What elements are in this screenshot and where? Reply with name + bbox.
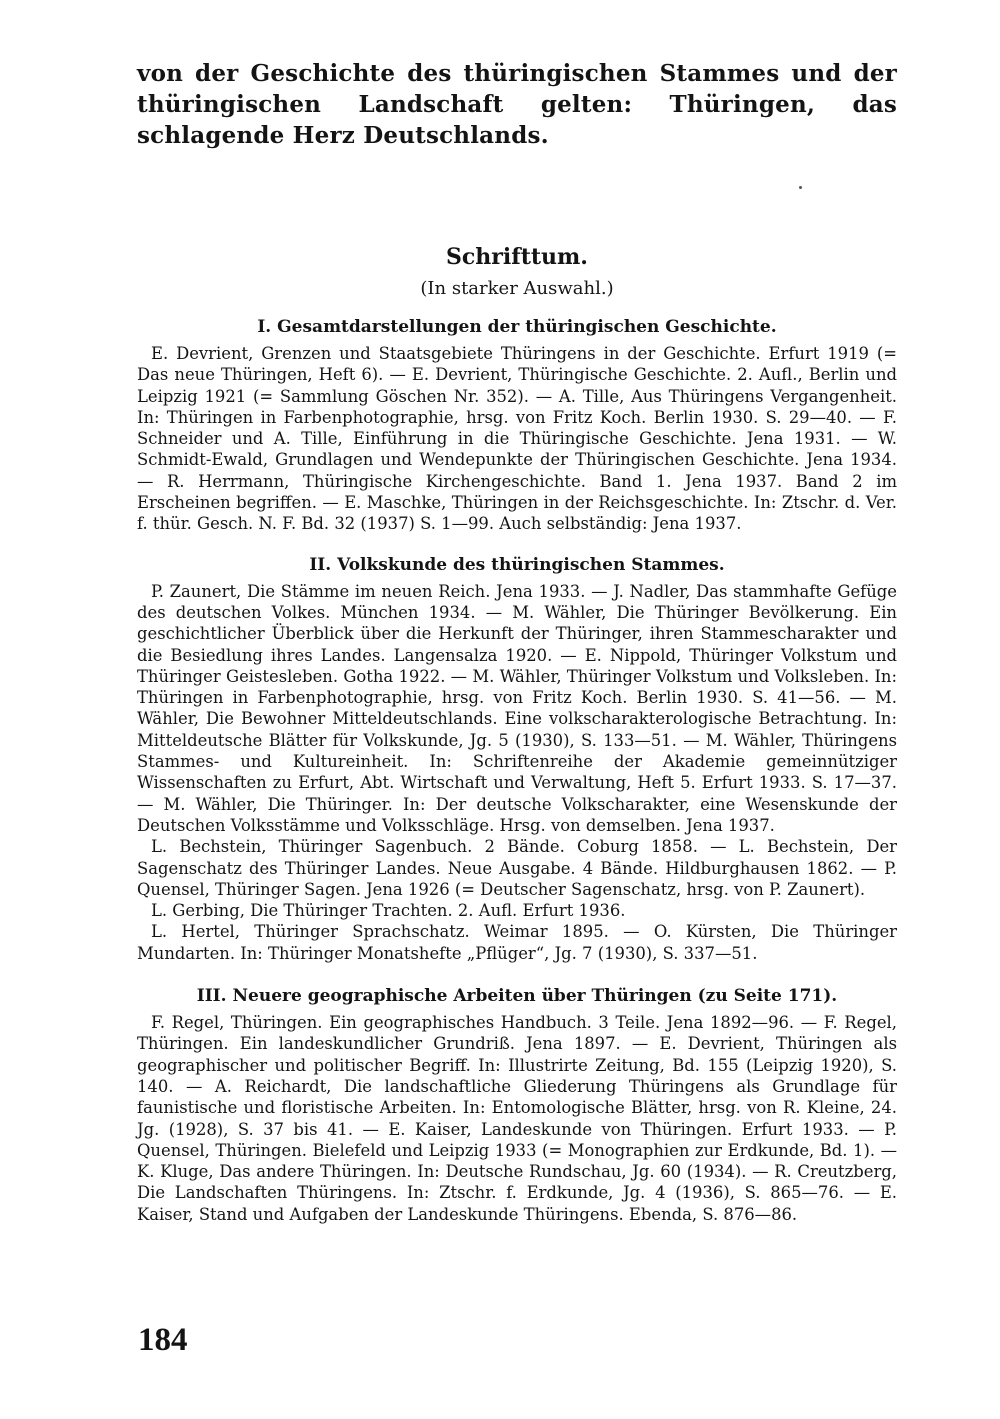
section-entries [137,581,897,964]
section-3 [137,984,897,1225]
bibliography-paragraph: P. Zaunert, Die Stämme im neuen Reich. Jena 1933. — J. Nadler, Das stammhafte Gefüge des deutschen Volkes. München 1934. — M. Wähler, Die Thüringer Bevölkerung. Ein geschichtlicher Überblick über die Herkunft der Thüringer, ihren Stammescharakter und die Besiedlung ihres Landes. Langensalza 1920. — E. Nippold, Thüringer Volkstum und Thüringer Geistesleben. Gotha 1922. — M. Wähler, Thüringer Volkstum und Volksleben. In: Thüringen in Farbenphotographie, hrsg. von Fritz Koch. Berlin 1930. S. 41—56. — M. Wähler, Die Bewohner Mitteldeutschlands. Eine volkscharakterologische Betrachtung. In: Mitteldeutsche Blätter für Volkskunde, Jg. 5 (1930), S. 133—51. — M. Wähler, Thüringens Stammes- und Kultureinheit. In: Schriftenreihe der Akademie gemeinnütziger Wissenschaften zu Erfurt, Abt. Wirtschaft und Verwaltung, Heft 5. Erfurt 1933. S. 17—37. — M. Wähler, Die Thüringer. In: Der deutsche Volkscharakter, eine Wesenskunde der Deutschen Volksstämme und Volksschläge. Hrsg. von demselben. Jena 1937. [137,581,897,835]
page-title: Schrifttum. [446,244,588,270]
bibliography-paragraph: L. Hertel, Thüringer Sprachschatz. Weimar 1895. — O. Kürsten, Die Thüringer Mundarten. In: Thüringer Monatshefte „Pflüger“, Jg. 7 (1930), S. 337—51. [137,922,897,963]
section-title: II. Volkskunde des thüringischen Stammes. [309,554,725,575]
section-title: I. Gesamtdarstellungen der thüringischen Geschichte. [257,317,777,337]
page-number: 184 [138,1322,188,1358]
section-entries [137,1012,897,1225]
intro-paragraph: von der Geschichte des thüringischen Stammes und der thüringischen Landschaft gelten: Thüringen, das schlagende Herz Deutschlands. [137,60,897,149]
section-entries [137,343,897,535]
section-2 [137,553,897,964]
bibliography-paragraph: L. Bechstein, Thüringer Sagenbuch. 2 Bände. Coburg 1858. — L. Bechstein, Der Sagenschatz des Thüringer Landes. Neue Ausgabe. 4 Bände. Hildburghausen 1862. — P. Quensel, Thüringer Sagen. Jena 1926 (= Deutscher Sagenschatz, hrsg. von P. Zaunert). [137,837,897,899]
bibliography-paragraph: L. Gerbing, Die Thüringer Trachten. 2. Aufl. Erfurt 1936. [151,901,626,921]
section-title: III. Neuere geographische Arbeiten über Thüringen (zu Seite 171). [196,986,838,1007]
bibliography-paragraph: F. Regel, Thüringen. Ein geographisches Handbuch. 3 Teile. Jena 1892—96. — F. Regel, Thüringen. Ein landeskundlicher Grundriß. Jena 1897. — E. Devrient, Thüringen als geographischer und politischer Begriff. In: Illustrirte Zeitung, Bd. 155 (Leipzig 1920), S. 140. — A. Reichardt, Die landschaftliche Gliederung Thüringens als Grundlage für faunistische und floristische Arbeiten. In: Entomologische Blätter, hrsg. von R. Kleine, 24. Jg. (1928), S. 37 bis 41. — E. Kaiser, Landeskunde von Thüringen. Erfurt 1933. — P. Quensel, Thüringen. Bielefeld und Leipzig 1933 (= Monographien zur Erdkunde, Bd. 1). — K. Kluge, Das andere Thüringen. In: Deutsche Rundschau, Jg. 60 (1934). — R. Creutzberg, Die Landschaften Thüringens. In: Ztschr. f. Erdkunde, Jg. 4 (1936), S. 865—76. — E. Kaiser, Stand und Aufgaben der Landeskunde Thüringens. Ebenda, S. 876—86. [137,1013,897,1224]
section-1 [137,315,897,535]
page-content [137,58,897,1225]
bibliography-paragraph: E. Devrient, Grenzen und Staatsgebiete Thüringens in der Geschichte. Erfurt 1919 (= Das neue Thüringen, Heft 6). — E. Devrient, Thüringische Geschichte. 2. Aufl., Berlin und Leipzig 1921 (= Sammlung Göschen Nr. 352). — A. Tille, Aus Thüringens Vergangenheit. In: Thüringen in Farbenphotographie, hrsg. von Fritz Koch. Berlin 1930. S. 29—40. — F. Schneider und A. Tille, Einführung in die Thüringische Geschichte. Jena 1931. — W. Schmidt-Ewald, Grundlagen und Wendepunkte der Thüringischen Geschichte. Jena 1934. — R. Herrmann, Thüringische Kirchengeschichte. Band 1. Jena 1937. Band 2 im Erscheinen begriffen. — E. Maschke, Thüringen in der Reichsgeschichte. In: Ztschr. d. Ver. f. thür. Gesch. N. F. Bd. 32 (1937) S. 1—99. Auch selbständig: Jena 1937. [137,344,897,534]
page-subtitle: (In starker Auswahl.) [420,278,614,299]
